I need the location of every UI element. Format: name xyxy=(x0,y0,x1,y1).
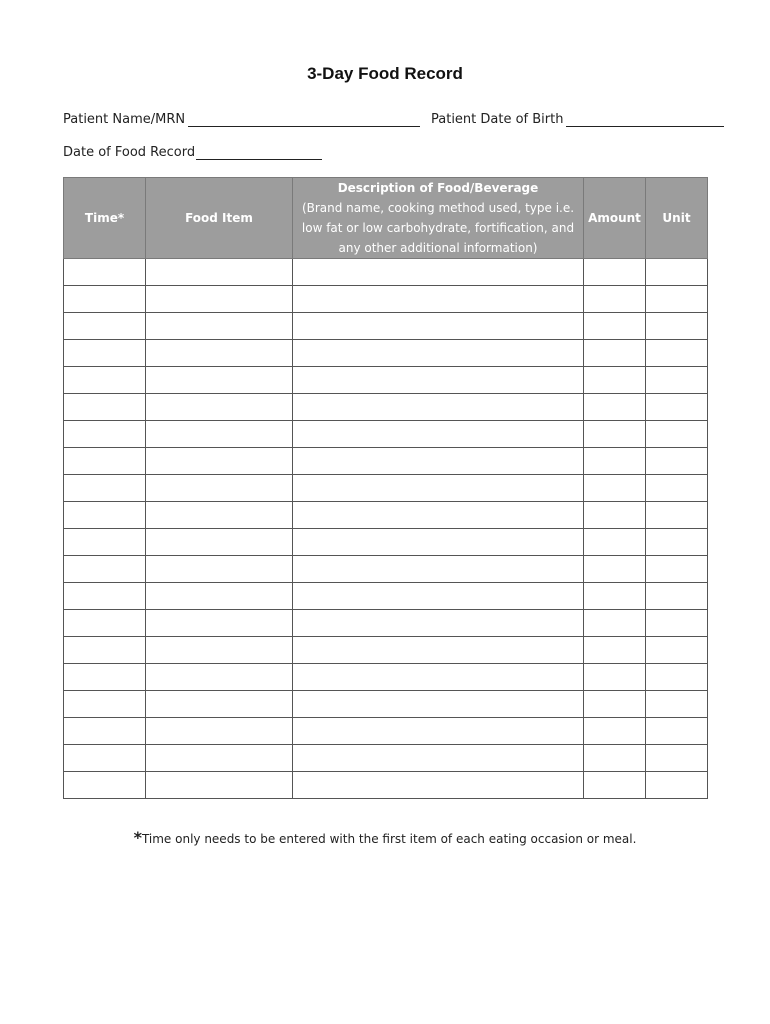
unit-cell[interactable] xyxy=(646,502,708,529)
amount-cell[interactable] xyxy=(584,637,646,664)
food-item-cell[interactable] xyxy=(146,637,293,664)
time-cell[interactable] xyxy=(64,664,146,691)
time-cell[interactable] xyxy=(64,556,146,583)
patient-name-field xyxy=(63,112,420,127)
time-cell[interactable] xyxy=(64,502,146,529)
description-cell[interactable] xyxy=(293,286,584,313)
food-item-cell[interactable] xyxy=(146,475,293,502)
description-cell[interactable] xyxy=(293,367,584,394)
header-food-item: Food Item xyxy=(146,178,293,259)
food-item-cell[interactable] xyxy=(146,610,293,637)
table-row xyxy=(64,394,708,421)
food-item-cell[interactable] xyxy=(146,259,293,286)
amount-cell[interactable] xyxy=(584,718,646,745)
unit-cell[interactable] xyxy=(646,718,708,745)
unit-cell[interactable] xyxy=(646,367,708,394)
food-item-cell[interactable] xyxy=(146,718,293,745)
amount-cell[interactable] xyxy=(584,394,646,421)
description-cell[interactable] xyxy=(293,394,584,421)
food-item-cell[interactable] xyxy=(146,583,293,610)
description-cell[interactable] xyxy=(293,772,584,799)
description-cell[interactable] xyxy=(293,421,584,448)
unit-cell[interactable] xyxy=(646,340,708,367)
amount-cell[interactable] xyxy=(584,664,646,691)
amount-cell[interactable] xyxy=(584,313,646,340)
time-cell[interactable] xyxy=(64,583,146,610)
amount-cell[interactable] xyxy=(584,286,646,313)
footnote xyxy=(0,828,770,847)
unit-cell[interactable] xyxy=(646,259,708,286)
record-date-label: Date of Food Record xyxy=(63,145,196,160)
description-cell[interactable] xyxy=(293,610,584,637)
amount-cell[interactable] xyxy=(584,340,646,367)
table-row xyxy=(64,610,708,637)
description-cell[interactable] xyxy=(293,745,584,772)
description-cell[interactable] xyxy=(293,502,584,529)
time-cell[interactable] xyxy=(64,772,146,799)
record-date-field xyxy=(63,145,322,160)
description-cell[interactable] xyxy=(293,718,584,745)
description-cell[interactable] xyxy=(293,259,584,286)
amount-cell[interactable] xyxy=(584,529,646,556)
header-description xyxy=(293,178,584,259)
time-cell[interactable] xyxy=(64,637,146,664)
unit-cell[interactable] xyxy=(646,664,708,691)
amount-cell[interactable] xyxy=(584,367,646,394)
amount-cell[interactable] xyxy=(584,448,646,475)
time-cell[interactable] xyxy=(64,313,146,340)
food-item-cell[interactable] xyxy=(146,745,293,772)
patient-name-input[interactable] xyxy=(188,114,420,127)
time-cell[interactable] xyxy=(64,259,146,286)
record-date-input[interactable] xyxy=(196,147,322,160)
patient-dob-field xyxy=(431,112,724,127)
unit-cell[interactable] xyxy=(646,583,708,610)
time-cell[interactable] xyxy=(64,394,146,421)
time-cell[interactable] xyxy=(64,421,146,448)
amount-cell[interactable] xyxy=(584,772,646,799)
table-row xyxy=(64,448,708,475)
patient-name-label: Patient Name/MRN xyxy=(63,112,186,127)
table-row xyxy=(64,745,708,772)
food-item-cell[interactable] xyxy=(146,286,293,313)
table-row xyxy=(64,637,708,664)
food-item-cell[interactable] xyxy=(146,340,293,367)
table-row xyxy=(64,286,708,313)
amount-cell[interactable] xyxy=(584,421,646,448)
unit-cell[interactable] xyxy=(646,286,708,313)
food-item-cell[interactable] xyxy=(146,367,293,394)
description-cell[interactable] xyxy=(293,448,584,475)
table-row xyxy=(64,529,708,556)
table-row xyxy=(64,367,708,394)
amount-cell[interactable] xyxy=(584,556,646,583)
footnote-asterisk: * xyxy=(133,828,142,847)
table-row xyxy=(64,475,708,502)
description-cell[interactable] xyxy=(293,637,584,664)
table-row xyxy=(64,502,708,529)
unit-cell[interactable] xyxy=(646,745,708,772)
amount-cell[interactable] xyxy=(584,745,646,772)
time-cell[interactable] xyxy=(64,475,146,502)
time-cell[interactable] xyxy=(64,718,146,745)
unit-cell[interactable] xyxy=(646,313,708,340)
header-unit: Unit xyxy=(646,178,708,259)
table-row xyxy=(64,718,708,745)
unit-cell[interactable] xyxy=(646,529,708,556)
unit-cell[interactable] xyxy=(646,475,708,502)
table-row xyxy=(64,772,708,799)
description-cell[interactable] xyxy=(293,583,584,610)
header-amount: Amount xyxy=(584,178,646,259)
table-row xyxy=(64,421,708,448)
time-cell[interactable] xyxy=(64,745,146,772)
food-item-cell[interactable] xyxy=(146,772,293,799)
food-item-cell[interactable] xyxy=(146,502,293,529)
table-row xyxy=(64,340,708,367)
description-cell[interactable] xyxy=(293,340,584,367)
header-description-title: Description of Food/Beverage xyxy=(337,181,539,195)
food-item-cell[interactable] xyxy=(146,529,293,556)
patient-dob-label: Patient Date of Birth xyxy=(431,112,564,127)
food-item-cell[interactable] xyxy=(146,448,293,475)
unit-cell[interactable] xyxy=(646,448,708,475)
table-body xyxy=(64,259,708,799)
header-time: Time* xyxy=(64,178,146,259)
amount-cell[interactable] xyxy=(584,502,646,529)
header-description-detail: (Brand name, cooking method used, type i.e. low fat or low carbohydrate, fortification, and any other additional information) xyxy=(301,201,575,255)
amount-cell[interactable] xyxy=(584,475,646,502)
food-item-cell[interactable] xyxy=(146,394,293,421)
unit-cell[interactable] xyxy=(646,421,708,448)
unit-cell[interactable] xyxy=(646,610,708,637)
food-item-cell[interactable] xyxy=(146,313,293,340)
patient-dob-input[interactable] xyxy=(566,114,724,127)
table-header-row xyxy=(64,178,708,259)
time-cell[interactable] xyxy=(64,691,146,718)
page-title: 3-Day Food Record xyxy=(307,64,463,83)
food-item-cell[interactable] xyxy=(146,664,293,691)
description-cell[interactable] xyxy=(293,313,584,340)
unit-cell[interactable] xyxy=(646,637,708,664)
description-cell[interactable] xyxy=(293,529,584,556)
food-item-cell[interactable] xyxy=(146,691,293,718)
food-record-table xyxy=(63,177,708,799)
footnote-text: Time only needs to be entered with the first item of each eating occasion or meal. xyxy=(141,832,637,846)
description-cell[interactable] xyxy=(293,475,584,502)
description-cell[interactable] xyxy=(293,556,584,583)
unit-cell[interactable] xyxy=(646,556,708,583)
time-cell[interactable] xyxy=(64,367,146,394)
time-cell[interactable] xyxy=(64,610,146,637)
table-row xyxy=(64,691,708,718)
amount-cell[interactable] xyxy=(584,610,646,637)
unit-cell[interactable] xyxy=(646,772,708,799)
table-row xyxy=(64,313,708,340)
description-cell[interactable] xyxy=(293,664,584,691)
table-row xyxy=(64,664,708,691)
time-cell[interactable] xyxy=(64,529,146,556)
food-item-cell[interactable] xyxy=(146,421,293,448)
unit-cell[interactable] xyxy=(646,394,708,421)
food-item-cell[interactable] xyxy=(146,556,293,583)
description-cell[interactable] xyxy=(293,691,584,718)
time-cell[interactable] xyxy=(64,286,146,313)
table-row xyxy=(64,259,708,286)
table-row xyxy=(64,583,708,610)
time-cell[interactable] xyxy=(64,448,146,475)
amount-cell[interactable] xyxy=(584,583,646,610)
amount-cell[interactable] xyxy=(584,259,646,286)
time-cell[interactable] xyxy=(64,340,146,367)
table-row xyxy=(64,556,708,583)
amount-cell[interactable] xyxy=(584,691,646,718)
unit-cell[interactable] xyxy=(646,691,708,718)
